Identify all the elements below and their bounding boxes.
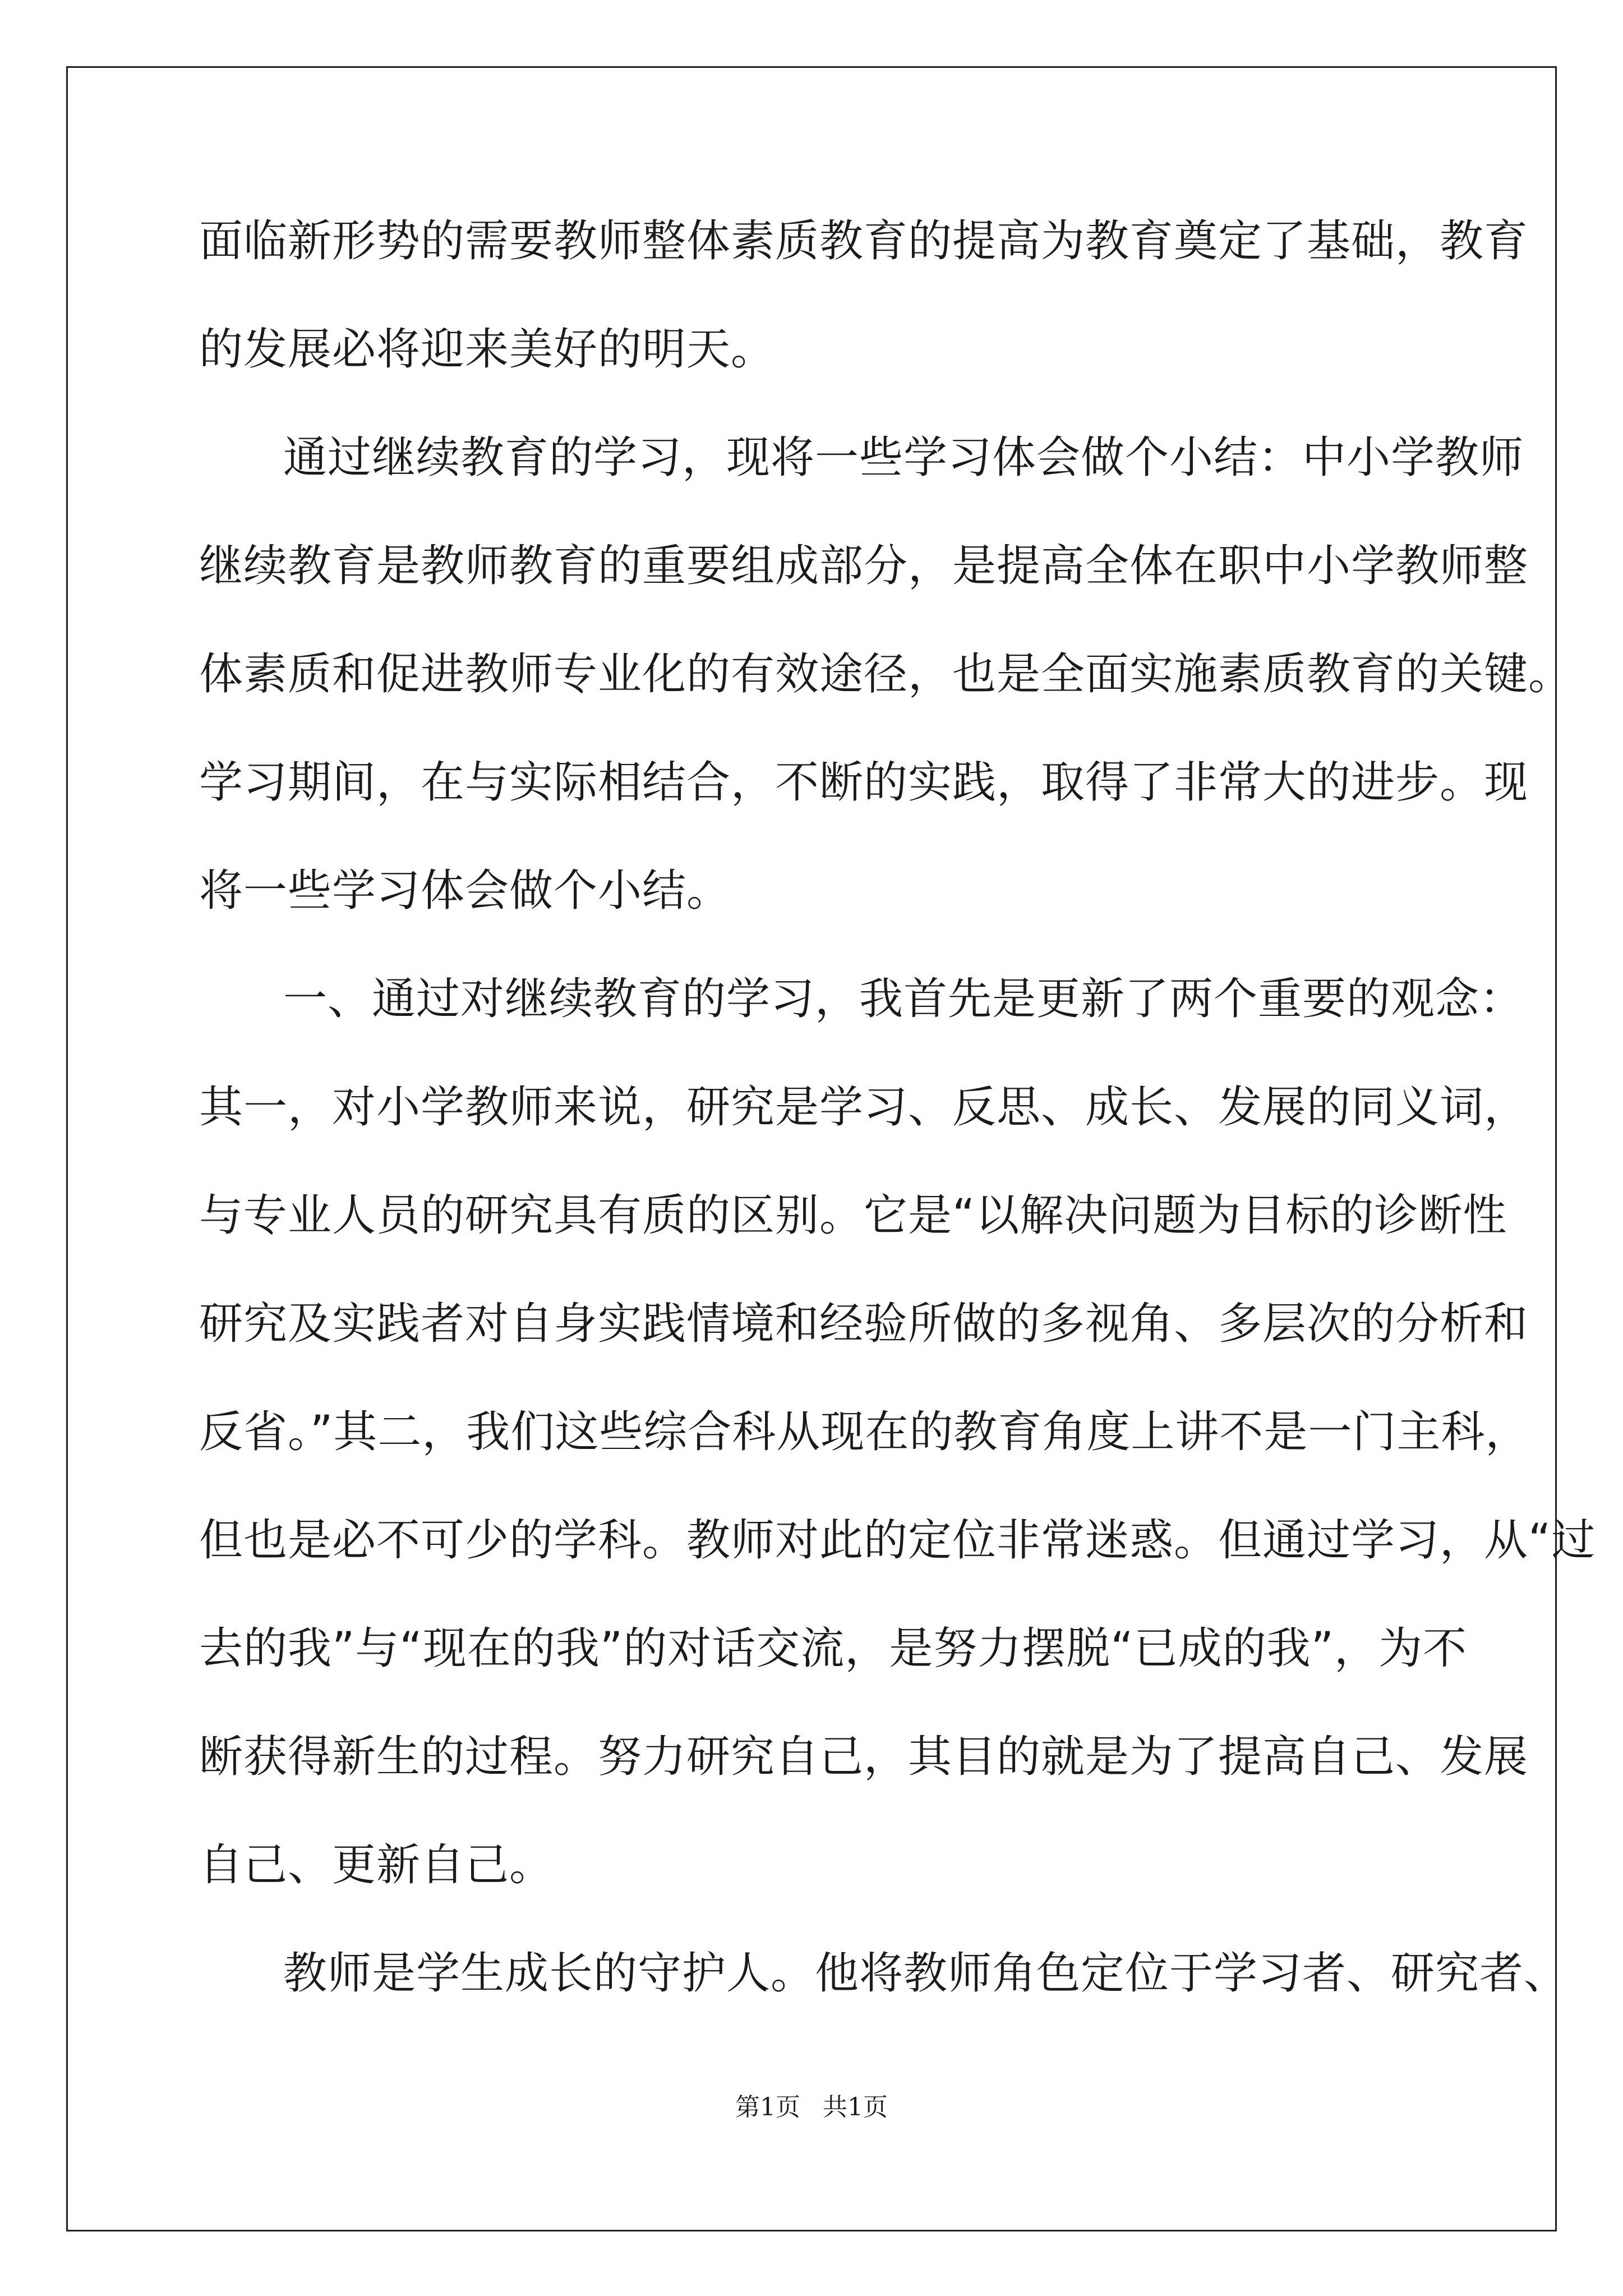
text-line: 与专业人员的研究具有质的区别。它是“以解决问题为目标的诊断性 bbox=[199, 1190, 1507, 1241]
page-number-current: 第1页 bbox=[735, 2093, 800, 2122]
text-line: 自己、更新自己。 bbox=[199, 1840, 554, 1890]
document-body bbox=[199, 213, 1596, 2054]
page-number-total: 共1页 bbox=[823, 2093, 888, 2122]
text-line: 通过继续教育的学习，现将一些学习体会做个小结：中小学教师 bbox=[283, 432, 1524, 483]
page-footer bbox=[0, 2087, 1623, 2123]
text-line: 学习期间，在与实际相结合，不断的实践，取得了非常大的进步。现 bbox=[199, 757, 1529, 808]
text-line: 体素质和促进教师专业化的有效途径，也是全面实施素质教育的关键。 bbox=[199, 649, 1573, 700]
text-line: 其一，对小学教师来说，研究是学习、反思、成长、发展的同义词， bbox=[199, 1082, 1529, 1133]
text-line: 但也是必不可少的学科。教师对此的定位非常迷惑。但通过学习，从“过 bbox=[199, 1515, 1596, 1566]
text-line: 一、通过对继续教育的学习，我首先是更新了两个重要的观念： bbox=[283, 974, 1524, 1024]
text-line: 教师是学生成长的守护人。他将教师角色定位于学习者、研究者、 bbox=[283, 1948, 1569, 1999]
text-line: 面临新形势的需要教师整体素质教育的提高为教育奠定了基础，教育 bbox=[199, 216, 1529, 266]
text-line: 断获得新生的过程。努力研究自己，其目的就是为了提高自己、发展 bbox=[199, 1732, 1529, 1782]
text-line: 研究及实践者对自身实践情境和经验所做的多视角、多层次的分析和 bbox=[199, 1299, 1529, 1349]
text-line: 将一些学习体会做个小结。 bbox=[199, 866, 731, 916]
text-line: 的发展必将迎来美好的明天。 bbox=[199, 324, 776, 375]
text-line: 继续教育是教师教育的重要组成部分，是提高全体在职中小学教师整 bbox=[199, 541, 1529, 591]
text-line: 反省。”其二，我们这些综合科从现在的教育角度上讲不是一门主科， bbox=[199, 1407, 1530, 1457]
text-line: 去的我”与“现在的我”的对话交流，是努力摆脱“已成的我”，为不 bbox=[199, 1623, 1468, 1674]
